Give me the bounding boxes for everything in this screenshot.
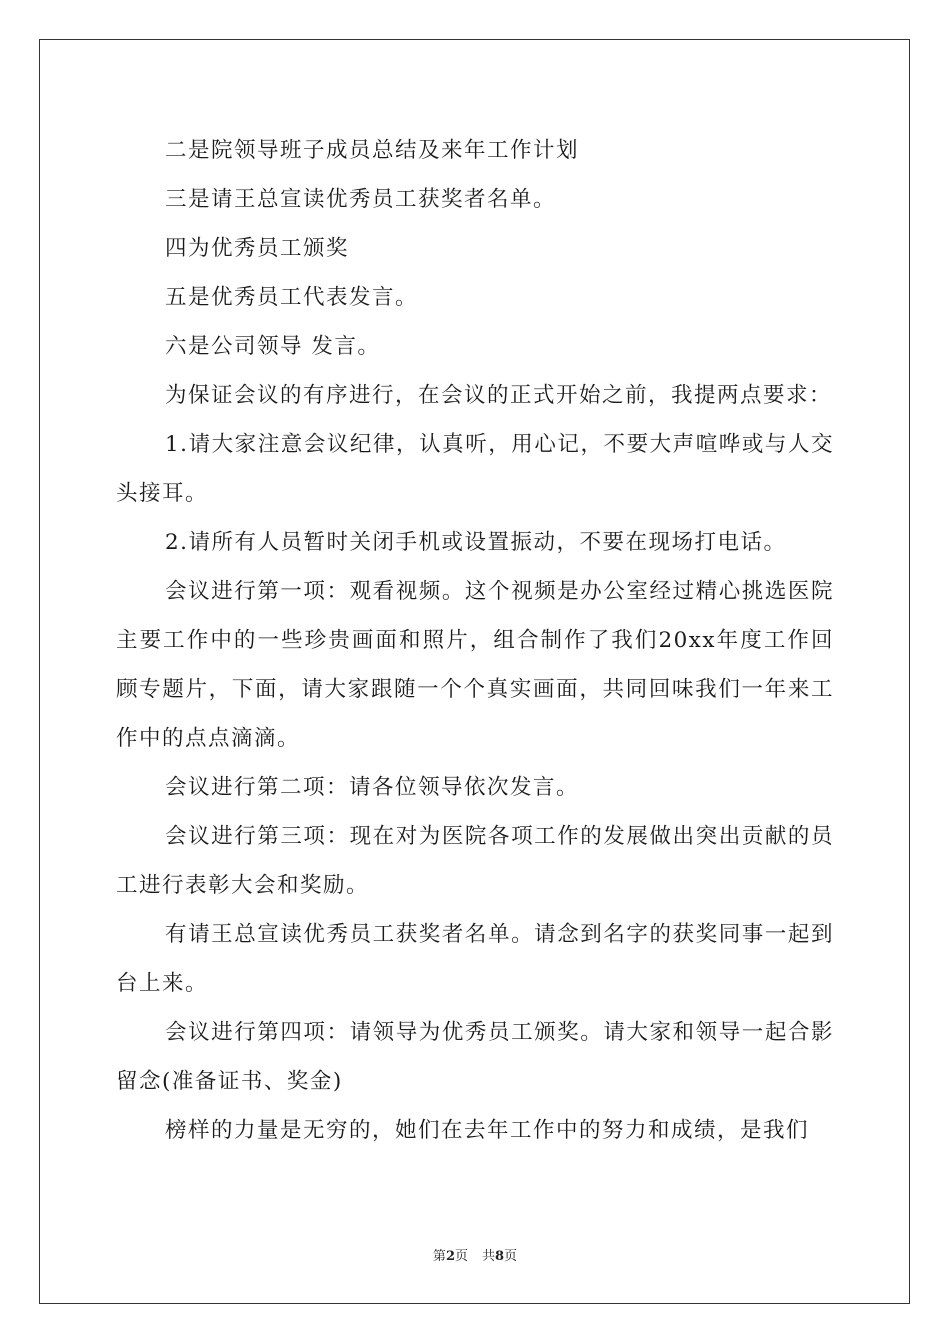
paragraph: 1.请大家注意会议纪律，认真听，用心记，不要大声喧哗或与人交头接耳。 bbox=[116, 432, 834, 506]
paragraph: 六是公司领导 发言。 bbox=[165, 334, 381, 359]
document-body bbox=[116, 126, 834, 1155]
total-page-count: 8 bbox=[495, 1249, 505, 1264]
total-suffix: 页 bbox=[504, 1249, 518, 1264]
paragraph: 为保证会议的有序进行，在会议的正式开始之前，我提两点要求： bbox=[165, 383, 833, 408]
paragraph: 四为优秀员工颁奖 bbox=[165, 236, 350, 261]
total-prefix: 共 bbox=[482, 1249, 496, 1264]
page-label: 页 bbox=[454, 1249, 468, 1264]
current-page-number: 2 bbox=[445, 1249, 455, 1264]
paragraph: 会议进行第三项：现在对为医院各项工作的发展做出突出贡献的员工进行表彰大会和奖励。 bbox=[116, 824, 834, 898]
paragraph: 榜样的力量是无穷的，她们在去年工作中的努力和成绩，是我们 bbox=[165, 1118, 810, 1143]
paragraph: 五是优秀员工代表发言。 bbox=[165, 285, 419, 310]
paragraph: 会议进行第四项：请领导为优秀员工颁奖。请大家和领导一起合影留念(准备证书、奖金) bbox=[116, 1020, 834, 1094]
paragraph: 会议进行第一项：观看视频。这个视频是办公室经过精心挑选医院主要工作中的一些珍贵画面和照片，组合制作了我们20xx年度工作回顾专题片，下面，请大家跟随一个个真实画面，共同回味我们一年来工作中的点点滴滴。 bbox=[116, 579, 834, 751]
page-number-footer bbox=[0, 1245, 950, 1264]
paragraph: 2.请所有人员暂时关闭手机或设置振动，不要在现场打电话。 bbox=[165, 530, 787, 555]
paragraph: 会议进行第二项：请各位领导依次发言。 bbox=[165, 775, 580, 800]
paragraph: 有请王总宣读优秀员工获奖者名单。请念到名字的获奖同事一起到台上来。 bbox=[116, 922, 834, 996]
page-prefix: 第 bbox=[432, 1249, 446, 1264]
paragraph: 二是院领导班子成员总结及来年工作计划 bbox=[165, 138, 580, 163]
paragraph: 三是请王总宣读优秀员工获奖者名单。 bbox=[165, 187, 557, 212]
